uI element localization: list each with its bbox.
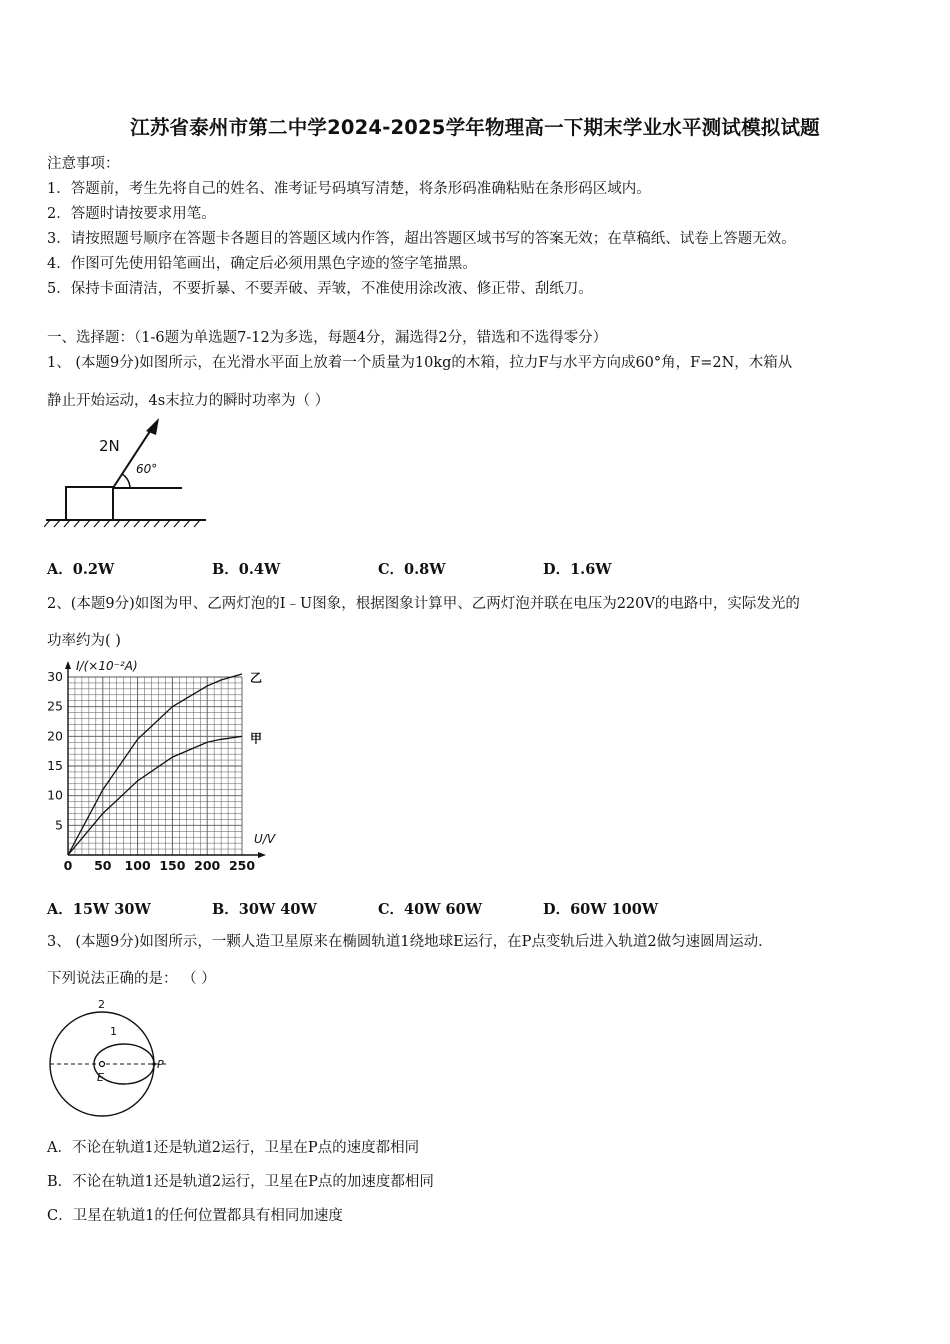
q1-stem-line2: 静止开始运动，4s末拉力的瞬时功率为（ ）	[47, 393, 330, 409]
x-tick-label: 250	[228, 858, 256, 873]
q3-option-c[interactable]: C．卫星在轨道1的任何位置都具有相同加速度	[47, 1208, 343, 1224]
q3-stem-line2: 下列说法正确的是： （ ）	[47, 971, 216, 987]
x-tick-label: 50	[94, 858, 112, 873]
orbit-2-label: 2	[98, 998, 105, 1011]
ground-hatching	[44, 520, 200, 527]
angle-label: 60°	[136, 462, 158, 476]
section-heading: 一、选择题：（1-6题为单选题7-12为多选，每题4分，漏选得2分，错选和不选得零分）	[47, 330, 608, 346]
series-label-1: 甲	[250, 731, 263, 746]
notice-item-2: 2．答题时请按要求用笔。	[47, 206, 216, 222]
q1-stem-line1: 1、 (本题9分)如图所示，在光滑水平面上放着一个质量为10kg的木箱，拉力F与水平方向成60°角，F=2N，木箱从	[47, 355, 793, 371]
iu-chart	[44, 655, 284, 877]
y-tick-label: 25	[47, 698, 63, 714]
force-label: 2N	[99, 437, 120, 455]
q2-stem-line2: 功率约为( )	[47, 633, 121, 649]
y-axis-label: I/(×10⁻²A)	[76, 659, 138, 673]
point-p-label: P	[157, 1058, 164, 1071]
notice-heading: 注意事项：	[47, 156, 120, 172]
notice-item-5: 5．保持卡面清洁，不要折暴、不要弄破、弄皱，不准使用涂改液、修正带、刮纸刀。	[47, 281, 593, 297]
x-tick-label: 0	[63, 858, 73, 873]
q3-orbit-figure	[44, 995, 179, 1120]
y-tick-label: 30	[47, 669, 63, 684]
q2-option-d[interactable]: D．60W 100W	[543, 901, 659, 918]
x-tick-label: 100	[124, 858, 151, 873]
q2-option-b[interactable]: B．30W 40W	[212, 901, 317, 918]
notice-item-4: 4．作图可先使用铅笔画出，确定后必须用黑色字迹的签字笔描黑。	[47, 256, 477, 272]
q3-option-b[interactable]: B．不论在轨道1还是轨道2运行，卫星在P点的加速度都相同	[47, 1174, 434, 1190]
earth-icon	[100, 1062, 105, 1067]
page-title: 江苏省泰州市第二中学2024-2025学年物理高一下期末学业水平测试模拟试题	[130, 116, 820, 139]
q1-option-b[interactable]: B．0.4W	[212, 561, 281, 578]
x-axis-label: U/V	[254, 832, 276, 846]
force-arrow	[113, 425, 154, 488]
q1-option-c[interactable]: C．0.8W	[378, 561, 446, 578]
notice-item-1: 1．答题前，考生先将自己的姓名、准考证号码填写清楚，将条形码准确粘贴在条形码区域内。	[47, 181, 651, 197]
q3-stem-line1: 3、 (本题9分)如图所示，一颗人造卫星原来在椭圆轨道1绕地球E运行，在P点变轨后进入轨道2做匀速圆周运动．	[47, 934, 773, 950]
arrow-head-icon	[146, 418, 159, 435]
y-tick-label: 10	[47, 787, 63, 803]
q3-option-a[interactable]: A．不论在轨道1还是轨道2运行，卫星在P点的速度都相同	[47, 1140, 420, 1156]
notice-item-3: 3．请按照题号顺序在答题卡各题目的答题区域内作答，超出答题区域书写的答案无效；在草稿纸、试卷上答题无效。	[47, 231, 796, 247]
earth-label: E	[97, 1071, 104, 1084]
q2-option-a[interactable]: A．15W 30W	[47, 901, 151, 918]
chart-grid	[68, 677, 242, 855]
point-p-dot	[152, 1062, 156, 1066]
x-tick-label: 150	[159, 858, 186, 873]
q1-option-a[interactable]: A．0.2W	[47, 561, 115, 578]
wooden-box	[66, 487, 113, 520]
x-axis-arrow-icon	[258, 852, 266, 858]
y-tick-label: 5	[55, 817, 63, 833]
q2-stem-line1: 2、(本题9分)如图为甲、乙两灯泡的I﹣U图象，根据图象计算甲、乙两灯泡并联在电压为220V的电路中，实际发光的	[47, 596, 800, 612]
series-line-0	[68, 674, 242, 855]
q1-box-force-figure	[44, 415, 209, 530]
q2-option-c[interactable]: C．40W 60W	[378, 901, 483, 918]
series-label-0: 乙	[250, 671, 263, 685]
y-tick-label: 15	[47, 758, 63, 773]
q1-option-d[interactable]: D．1.6W	[543, 561, 612, 578]
x-tick-label: 200	[194, 858, 221, 873]
orbit-1-label: 1	[110, 1025, 117, 1038]
y-tick-label: 20	[47, 728, 63, 744]
chart-series	[68, 674, 242, 855]
y-axis-arrow-icon	[65, 661, 71, 669]
